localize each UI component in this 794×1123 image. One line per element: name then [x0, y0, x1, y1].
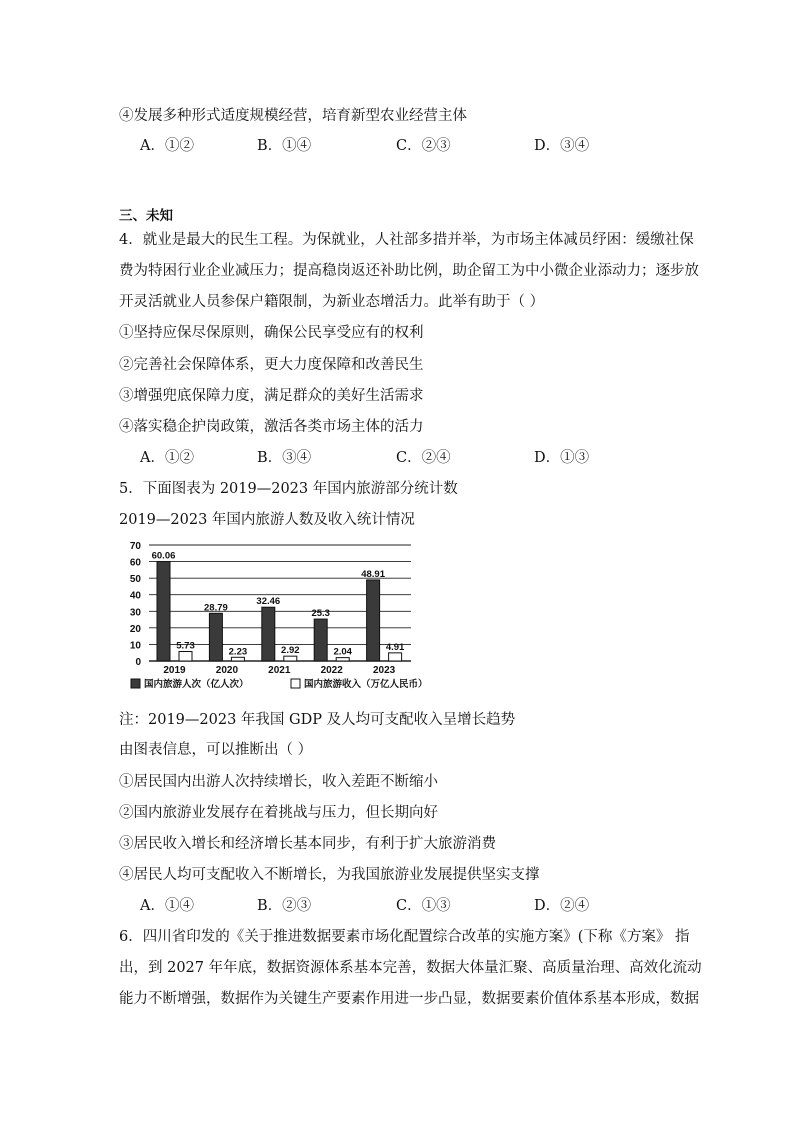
data-label: 2.04	[333, 646, 352, 658]
q4-option-a: A．①②	[140, 450, 194, 466]
revenue-bar	[231, 657, 244, 661]
legend-visitor-label: 国内旅游人次（亿人次）	[144, 679, 249, 690]
q5-item-4: ④居民人均可支配收入不断增长，为我国旅游业发展提供坚实支撑	[119, 867, 540, 883]
q5-item-1: ①居民国内出游人次持续增长，收入差距不断缩小	[119, 774, 438, 790]
visitor-bar	[157, 561, 170, 661]
q5-option-c: C．①③	[396, 898, 451, 914]
data-label: 4.91	[385, 641, 405, 653]
q5-prompt: 由图表信息，可以推断出（ ）	[119, 742, 313, 758]
q4-stem-line-3: 开灵活就业人员参保户籍限制，为新业态增活力。此举有助于（ ）	[119, 294, 545, 310]
data-label: 2.23	[228, 646, 248, 658]
q3-option-a: A．①②	[140, 138, 194, 154]
q3-option-c: C．②③	[396, 138, 451, 154]
legend-revenue-label: 国内旅游收入（万亿人民币）	[304, 679, 428, 690]
data-label: 2.92	[281, 645, 300, 657]
section-heading: 三、未知	[119, 208, 173, 224]
tourism-bar-chart	[119, 537, 439, 697]
data-label: 25.3	[311, 608, 330, 620]
y-tick-label: 40	[129, 590, 141, 602]
q6-stem-line-2: 出，到 2027 年年底，数据资源体系基本完善，数据大体量汇聚、高质量治理、高效化流动	[119, 960, 702, 976]
y-tick-label: 20	[129, 623, 141, 635]
q4-option-b: B．③④	[257, 450, 312, 466]
q5-item-3: ③居民收入增长和经济增长基本同步，有利于扩大旅游消费	[119, 836, 496, 852]
y-tick-label: 70	[129, 541, 141, 552]
revenue-bar	[179, 652, 192, 661]
y-tick-label: 10	[129, 640, 141, 652]
q3-item-4: ④发展多种形式适度规模经营，培育新型农业经营主体	[119, 108, 467, 124]
q4-stem-line-2: 费为特困行业企业减压力；提高稳岗返还补助比例，助企留工为中小微企业添动力；逐步放	[119, 263, 699, 279]
q5-item-2: ②国内旅游业发展存在着挑战与压力，但长期向好	[119, 805, 438, 821]
q4-option-c: C．②④	[396, 450, 451, 466]
visitor-bar	[367, 580, 380, 661]
x-tick-label: 2020	[215, 665, 239, 676]
q3-option-d: D．③④	[534, 138, 590, 154]
revenue-bar	[336, 658, 349, 661]
q3-option-b: B．①④	[257, 138, 312, 154]
q4-item-4: ④落实稳企护岗政策，激活各类市场主体的活力	[119, 419, 424, 435]
data-label: 60.06	[151, 550, 176, 562]
q6-stem-line-1: 6．四川省印发的《关于推进数据要素市场化配置综合改革的实施方案》(下称《方案》 指	[119, 929, 690, 945]
q5-option-a: A．①④	[140, 898, 194, 914]
q5-option-b: B．②③	[257, 898, 312, 914]
q5-stem: 5．下面图表为 2019—2023 年国内旅游部分统计数	[119, 481, 458, 497]
chart-y-ticks	[130, 541, 142, 668]
x-tick-label: 2023	[372, 665, 396, 676]
q5-chart-caption: 2019—2023 年国内旅游人数及收入统计情况	[119, 512, 415, 528]
data-label: 32.46	[256, 596, 281, 608]
revenue-bar	[284, 656, 297, 661]
chart-legend	[131, 678, 428, 690]
visitor-bar	[262, 607, 275, 661]
legend-visitor-swatch	[131, 679, 140, 688]
x-tick-label: 2022	[320, 665, 343, 676]
q5-option-d: D．②④	[534, 898, 590, 914]
visitor-bar	[314, 619, 327, 661]
data-label: 5.73	[176, 640, 195, 652]
q6-stem-line-3: 能力不断增强，数据作为关键生产要素作用进一步凸显，数据要素价值体系基本形成，数据	[119, 991, 699, 1007]
q4-item-1: ①坚持应保尽保原则，确保公民享受应有的权利	[119, 325, 424, 341]
y-tick-label: 60	[129, 557, 141, 569]
data-label: 48.91	[361, 568, 385, 580]
q4-item-3: ③增强兜底保障力度，满足群众的美好生活需求	[119, 388, 424, 404]
visitor-bar	[209, 613, 222, 661]
data-label: 28.79	[204, 602, 228, 614]
q4-option-d: D．①③	[534, 450, 590, 466]
y-tick-label: 30	[129, 607, 141, 619]
q4-stem-line-1: 4．就业是最大的民生工程。为保就业，人社部多措并举，为市场主体减员纾困：缓缴社保	[119, 232, 694, 248]
x-tick-label: 2021	[268, 665, 291, 676]
chart-x-ticks	[163, 665, 395, 676]
revenue-bar	[389, 653, 402, 661]
legend-revenue-swatch	[291, 679, 300, 688]
x-tick-label: 2019	[163, 665, 186, 676]
y-tick-label: 0	[135, 657, 141, 668]
y-tick-label: 50	[129, 574, 141, 586]
q5-note: 注：2019—2023 年我国 GDP 及人均可支配收入呈增长趋势	[119, 712, 516, 728]
q4-item-2: ②完善社会保障体系，更大力度保障和改善民生	[119, 357, 424, 373]
